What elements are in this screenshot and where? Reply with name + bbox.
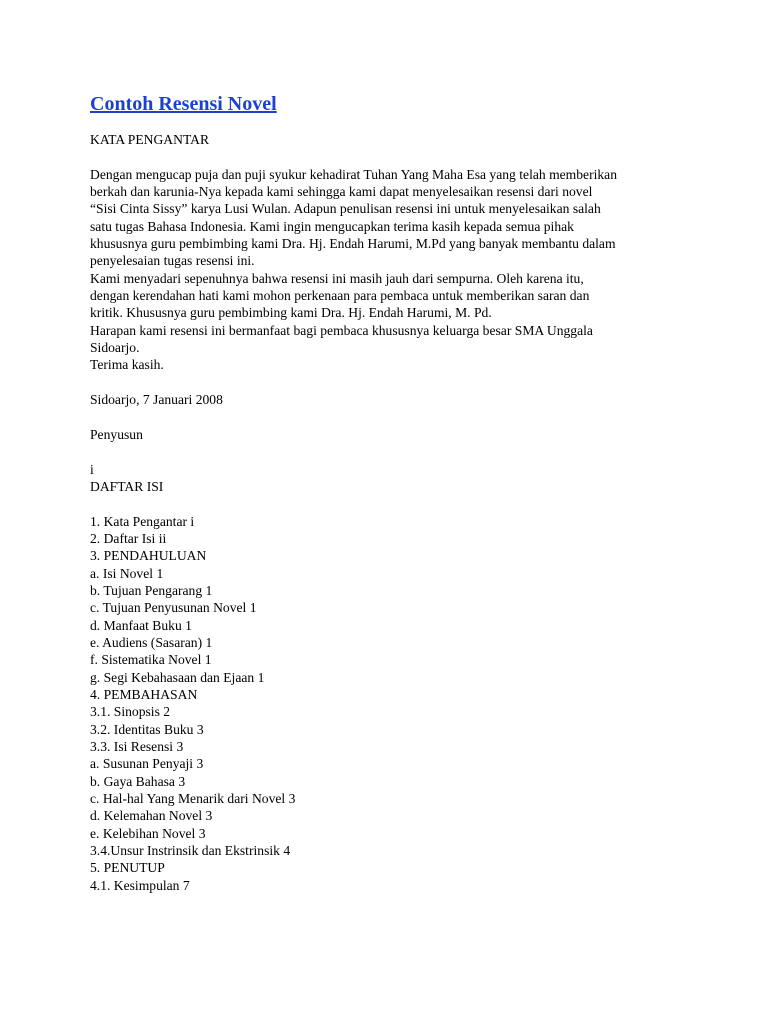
- blank-line: [90, 409, 710, 426]
- text-line: 3.1. Sinopsis 2: [90, 704, 171, 720]
- text-line: Harapan kami resensi ini bermanfaat bagi pembaca khususnya keluarga besar SMA Unggala: [90, 322, 593, 338]
- text-line: berkah dan karunia-Nya kepada kami sehingga kami dapat menyelesaikan resensi dari novel: [90, 184, 593, 200]
- text-line: 1. Kata Pengantar i: [90, 513, 195, 529]
- text-line: b. Gaya Bahasa 3: [90, 773, 186, 789]
- text-line: khususnya guru pembimbing kami Dra. Hj. Endah Harumi, M.Pd yang banyak membantu dalam: [90, 236, 616, 252]
- text-line: c. Hal-hal Yang Menarik dari Novel 3: [90, 791, 296, 807]
- text-line: dengan kerendahan hati kami mohon perkenaan para pembaca untuk memberikan saran dan: [90, 288, 590, 304]
- document-body: [90, 131, 710, 894]
- text-line: 3.4.Unsur Instrinsik dan Ekstrinsik 4: [90, 843, 291, 859]
- text-line: 4. PEMBAHASAN: [90, 687, 198, 702]
- blank-line: [90, 374, 710, 391]
- text-line: e. Audiens (Sasaran) 1: [90, 634, 213, 650]
- text-line: Kami menyadari sepenuhnya bahwa resensi ini masih jauh dari sempurna. Oleh karena itu,: [90, 270, 584, 286]
- text-line: 3.2. Identitas Buku 3: [90, 721, 204, 737]
- text-line: “Sisi Cinta Sissy” karya Lusi Wulan. Adapun penulisan resensi ini untuk menyelesaikan salah: [90, 201, 601, 217]
- text-line: Dengan mengucap puja dan puji syukur kehadirat Tuhan Yang Maha Esa yang telah memberikan: [90, 166, 618, 182]
- text-line: a. Susunan Penyaji 3: [90, 756, 204, 772]
- text-line: satu tugas Bahasa Indonesia. Kami ingin mengucapkan terima kasih kepada semua pihak: [90, 218, 574, 234]
- text-line: Penyusun: [90, 426, 143, 442]
- text-line: 4.1. Kesimpulan 7: [90, 877, 190, 893]
- text-line: kritik. Khususnya guru pembimbing kami Dra. Hj. Endah Harumi, M. Pd.: [90, 305, 492, 321]
- text-line: DAFTAR ISI: [90, 478, 164, 494]
- text-line: g. Segi Kebahasaan dan Ejaan 1: [90, 669, 265, 685]
- text-line: f. Sistematika Novel 1: [90, 652, 212, 668]
- text-line: d. Kelemahan Novel 3: [90, 808, 213, 824]
- text-line: Sidoarjo, 7 Januari 2008: [90, 392, 223, 408]
- document-page: [90, 88, 710, 894]
- text-line: KATA PENGANTAR: [90, 132, 210, 147]
- text-line: penyelesaian tugas resensi ini.: [90, 253, 255, 269]
- blank-line: [90, 148, 710, 165]
- text-line: c. Tujuan Penyusunan Novel 1: [90, 600, 257, 616]
- text-line: e. Kelebihan Novel 3: [90, 825, 206, 841]
- text-line: a. Isi Novel 1: [90, 565, 164, 581]
- blank-line: [90, 443, 710, 460]
- document-title-link[interactable]: Contoh Resensi Novel: [90, 93, 277, 115]
- text-line: 5. PENUTUP: [90, 860, 165, 876]
- text-line: 3. PENDAHULUAN: [90, 548, 207, 564]
- blank-line: [90, 495, 710, 512]
- text-line: 3.3. Isi Resensi 3: [90, 739, 184, 755]
- text-line: d. Manfaat Buku 1: [90, 617, 192, 633]
- text-line: 2. Daftar Isi ii: [90, 530, 167, 546]
- text-line: Terima kasih.: [90, 357, 164, 373]
- text-line: Sidoarjo.: [90, 340, 140, 356]
- text-line: b. Tujuan Pengarang 1: [90, 582, 213, 598]
- text-line: i: [90, 461, 94, 477]
